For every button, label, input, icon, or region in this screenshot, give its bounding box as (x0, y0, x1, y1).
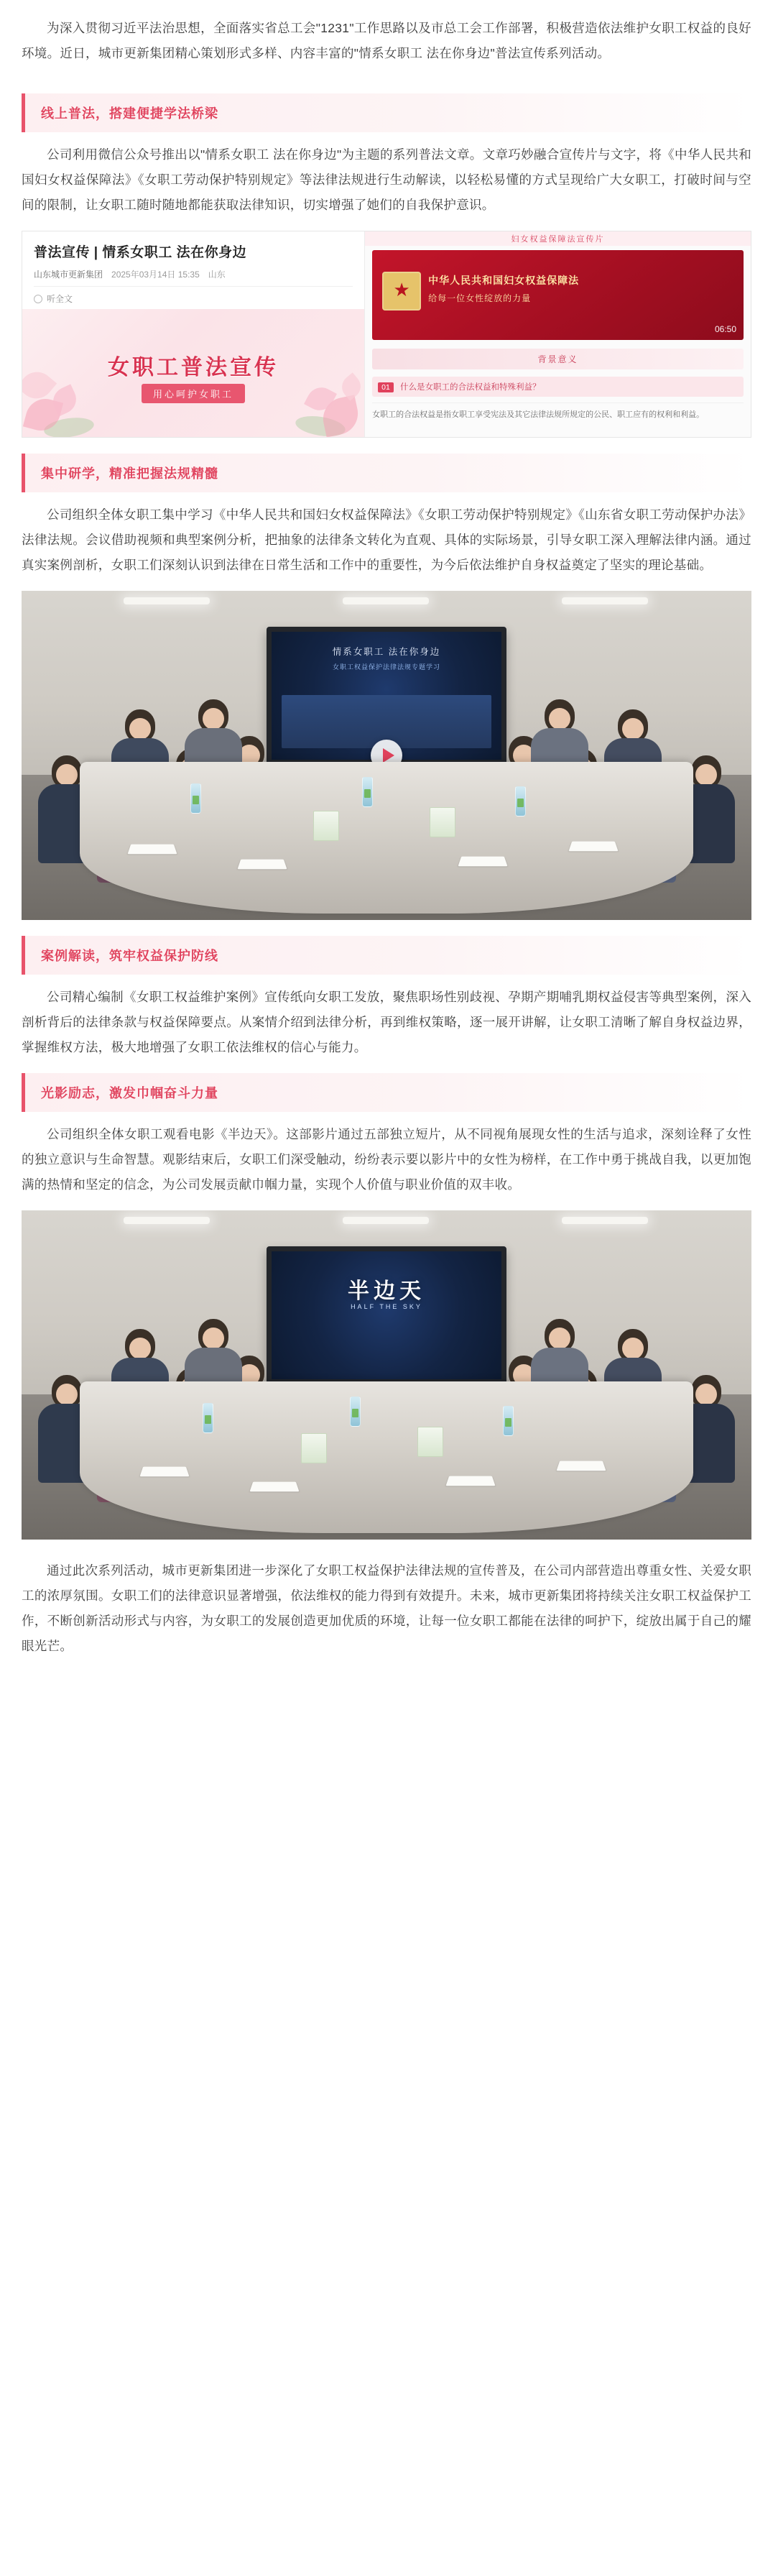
water-bottle (203, 1403, 213, 1433)
article-location: 山东 (208, 270, 226, 280)
section-body-film (0, 1122, 773, 1197)
film-title: 半边天 (348, 1279, 425, 1304)
national-emblem-icon (382, 272, 421, 310)
article-card-header (22, 231, 364, 309)
conference-table (80, 762, 693, 914)
section-paragraph: 公司组织全体女职工观看电影《半边天》。这部影片通过五部独立短片，从不同视角展现女性的生活与追求，深刻诠释了女性的独立意识与生命智慧。观影结束后，女职工们深受触动，纷纷表示要以影片中的女性为榜样，在工作中勇于挑战自我，以更加饱满的热情和坚定的信念，为公司发展贡献巾帼力量，实现个人价值与职业价值的双丰收。 (22, 1127, 751, 1192)
article-card-left (22, 231, 365, 437)
closing-block (0, 1555, 773, 1693)
document-sheet (458, 856, 508, 866)
banner-title: 女职工普法宣传 (108, 356, 279, 380)
article-title: 普法宣传 | 情系女职工 法在你身边 (34, 245, 247, 260)
faq-question (372, 377, 744, 397)
intro-paragraph: 为深入贯彻习近平法治思想，全面落实省总工会"1231"工作思路以及市总工会工作部署，积极营造依法维护女职工权益的良好环境。近日，城市更新集团精心策划形式多样、内容丰富的"情系女职工 法在你身边"普法宣传系列活动。 (22, 21, 751, 60)
document-sheet (238, 859, 287, 869)
banner-subtitle: 用心呵护女职工 (142, 384, 245, 403)
film-subtitle: HALF THE SKY (351, 1303, 422, 1311)
conference-table (80, 1381, 693, 1533)
document-sheet (569, 841, 619, 851)
section-body-group-study (0, 502, 773, 578)
film-viewing-photo (22, 1210, 751, 1540)
section-paragraph: 公司利用微信公众号推出以"情系女职工 法在你身边"为主题的系列普法文章。文章巧妙融合宣传片与文字，将《中华人民共和国妇女权益保障法》《女职工劳动保护特别规定》等法律法规进行生动解读，以轻松易懂的方式呈现给广大女职工，打破时间与空间的限制，让女职工随时随地都能获取法律知识，切实增强了她们的自我保护意识。 (22, 147, 751, 212)
water-bottle (515, 786, 526, 816)
listen-label: 听全文 (47, 294, 73, 304)
screen-title: 情系女职工 法在你身边 (332, 647, 441, 658)
faq-number: 01 (378, 382, 394, 392)
article-banner-image (22, 309, 364, 437)
banner-subtitle-wrap (22, 384, 364, 403)
water-bottle (350, 1397, 361, 1427)
screen-subtitle: 女职工权益保护法律法规专题学习 (332, 663, 440, 671)
listen-row[interactable] (34, 286, 353, 305)
document-sheet (250, 1482, 300, 1492)
video-duration: 06:50 (714, 324, 736, 334)
tissue-box (430, 807, 455, 837)
water-bottle (362, 777, 373, 807)
water-bottle (503, 1406, 514, 1436)
video-section-label: 妇女权益保障法宣传片 (365, 231, 751, 246)
closing-paragraph: 通过此次系列活动，城市更新集团进一步深化了女职工权益保护法律法规的宣传普及，在公司内部营造出尊重女性、关爱女职工的浓厚氛围。女职工们的法律意识显著增强，依法维权的能力得到有效提升。未来，城市更新集团将持续关注女职工权益保护工作，不断创新活动形式与内容，为女职工的发展创造更加优质的环境，让每一位女职工都能在法律的呵护下，绽放出属于自己的耀眼光芒。 (22, 1563, 751, 1653)
figure-study-meeting (22, 591, 751, 920)
figure-film-viewing (22, 1210, 751, 1540)
background-section-label: 背景意义 (372, 349, 744, 369)
section-body-case-study (0, 985, 773, 1060)
headphone-icon (34, 295, 42, 303)
document-sheet (556, 1460, 606, 1471)
tissue-box (313, 811, 339, 841)
section-body-online-law (0, 142, 773, 218)
study-meeting-photo (22, 591, 751, 920)
section-paragraph: 公司精心编制《女职工权益维护案例》宣传纸向女职工发放，聚焦职场性别歧视、孕期产期哺乳期权益侵害等典型案例，深入剖析背后的法律条款与权益保障要点。从案情介绍到法律分析，再到维权策略，逐一展开讲解，让女职工清晰了解自身权益边界，掌握维权方法，极大地增强了女职工依法维权的信心与能力。 (22, 990, 751, 1054)
document-sheet (139, 1467, 189, 1477)
faq-answer-text: 女职工的合法权益是指女职工享受宪法及其它法律法规所规定的公民、职工应有的权利和利益。 (372, 402, 744, 423)
intro-block (0, 0, 773, 86)
article-meta (34, 268, 353, 280)
section-heading-film: 光影励志，激发巾帼奋斗力量 (22, 1073, 751, 1112)
article-source: 山东城市更新集团 (34, 270, 103, 280)
water-bottle (190, 783, 201, 814)
section-paragraph: 公司组织全体女职工集中学习《中华人民共和国妇女权益保障法》《女职工劳动保护特别规定》《山东省女职工劳动保护办法》法律法规。会议借助视频和典型案例分析，把抽象的法律条文转化为直观、具体的实际场景，引导女职工深入理解法律内涵。通过真实案例剖析，女职工们深刻认识到法律在日常生活和工作中的重要性，为今后依法维护自身权益奠定了坚实的理论基础。 (22, 507, 751, 572)
figure-article-card (22, 231, 751, 438)
article-datetime: 2025年03月14日 15:35 (111, 270, 200, 280)
video-subtitle: 给每一位女性绽放的力量 (428, 293, 532, 303)
section-heading-group-study: 集中研学，精准把握法规精髓 (22, 454, 751, 492)
video-title: 中华人民共和国妇女权益保障法 (428, 275, 580, 286)
tissue-box (301, 1433, 327, 1463)
faq-question-text: 什么是女职工的合法权益和特殊利益？ (400, 383, 541, 392)
section-heading-case-study: 案例解读，筑牢权益保护防线 (22, 936, 751, 975)
article-card-right (365, 231, 751, 437)
section-heading-online-law: 线上普法，搭建便捷学法桥梁 (22, 93, 751, 132)
tissue-box (417, 1427, 443, 1457)
document-sheet (127, 844, 177, 854)
document-sheet (446, 1476, 496, 1486)
video-player[interactable] (372, 250, 744, 340)
wechat-article-screenshot (22, 231, 751, 438)
